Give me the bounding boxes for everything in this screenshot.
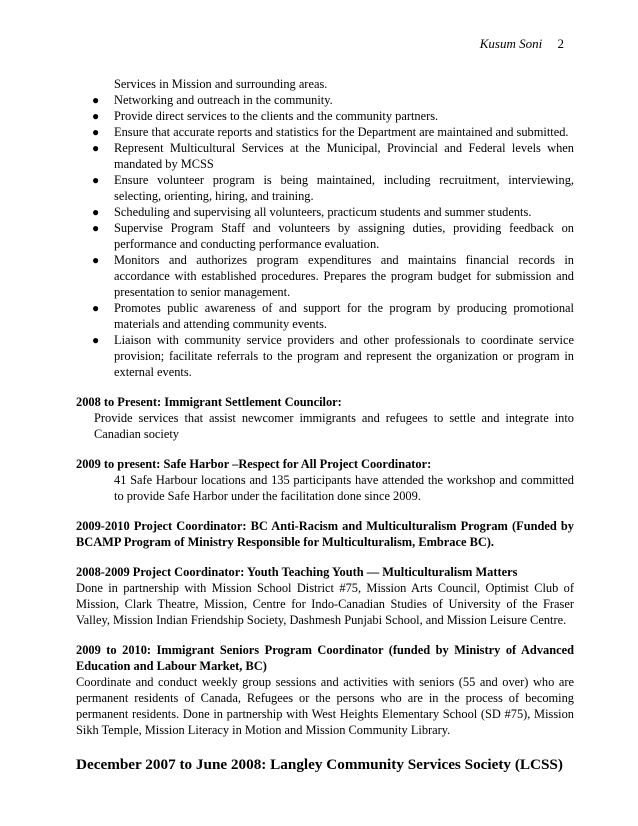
section-title: 2009-2010 Project Coordinator: BC Anti-Racism and Multiculturalism Program (Funded by BCAMP Program of Ministry Responsible for Multiculturalism, Embrace BC). <box>76 519 574 549</box>
list-item: ● Ensure that accurate reports and statistics for the Department are maintained and submitted. <box>92 125 569 139</box>
list-item: ● Promotes public awareness of and support for the program by producing promotional materials and attending community events. <box>92 301 574 331</box>
bullet-icon: ● <box>92 141 100 155</box>
section-title: 2009 to 2010: Immigrant Seniors Program Coordinator (funded by Ministry of Advanced Education and Labour Market, BC) <box>76 643 574 673</box>
continuation-line: Services in Mission and surrounding areas. <box>114 77 328 91</box>
list-item: ● Monitors and authorizes program expenditures and maintains financial records in accordance with established procedures. Prepares the program budget for submission and presentation to senior management. <box>92 253 574 299</box>
header-author: Kusum Soni <box>479 36 543 51</box>
list-item: ● Provide direct services to the clients and the community partners. <box>92 109 439 123</box>
bullet-icon: ● <box>92 173 100 187</box>
bullet-icon: ● <box>92 253 100 267</box>
section-body: 41 Safe Harbour locations and 135 participants have attended the workshop and committed to provide Safe Harbor under the facilitation done since 2009. <box>114 473 574 503</box>
duties-list <box>76 92 574 380</box>
bullet-icon: ● <box>92 301 100 315</box>
section-title: 2008-2009 Project Coordinator: Youth Teaching Youth — Multiculturalism Matters <box>76 565 518 579</box>
employer-heading: December 2007 to June 2008: Langley Community Services Society (LCSS) <box>76 756 563 773</box>
bullet-icon: ● <box>92 109 100 123</box>
section-youth-teaching-youth <box>76 564 574 628</box>
bullet-icon: ● <box>92 333 100 347</box>
section-settlement-councilor <box>76 394 574 442</box>
section-bcamp <box>76 518 574 550</box>
section-safe-harbor <box>76 456 574 504</box>
page-header <box>480 36 564 52</box>
section-immigrant-seniors <box>76 642 574 738</box>
list-item: ● Networking and outreach in the community. <box>92 93 333 107</box>
page-content <box>76 76 574 774</box>
header-page-number: 2 <box>557 36 564 51</box>
bullet-icon: ● <box>92 93 100 107</box>
list-item: ● Represent Multicultural Services at the Municipal, Provincial and Federal levels when mandated by MCSS <box>92 141 574 171</box>
list-item: ● Supervise Program Staff and volunteers by assigning duties, providing feedback on performance and conducting performance evaluation. <box>92 221 574 251</box>
section-title: 2008 to Present: Immigrant Settlement Councilor: <box>76 395 342 409</box>
list-item: ● Scheduling and supervising all volunteers, practicum students and summer students. <box>92 205 532 219</box>
bullet-icon: ● <box>92 205 100 219</box>
section-body: Done in partnership with Mission School District #75, Mission Arts Council, Optimist Club of Mission, Clark Theatre, Mission, Centre for Indo-Canadian Studies of University of the Fraser Valley, Mission Indian Friendship Society, Dashmesh Punjabi School, and Mission Leisure Centre. <box>76 581 574 627</box>
list-item: ● Liaison with community service providers and other professionals to coordinate service provision; facilitate referrals to the program and represent the organization or program in external events. <box>92 333 574 379</box>
section-title: 2009 to present: Safe Harbor –Respect for All Project Coordinator: <box>76 457 432 471</box>
bullet-icon: ● <box>92 221 100 235</box>
section-body: Provide services that assist newcomer immigrants and refugees to settle and integrate into Canadian society <box>94 411 574 441</box>
list-item: ● Ensure volunteer program is being maintained, including recruitment, interviewing, selecting, orienting, hiring, and training. <box>92 173 574 203</box>
section-body: Coordinate and conduct weekly group sessions and activities with seniors (55 and over) who are permanent residents of Canada, Refugees or the persons who are in the process of becoming permanent residents. Done in partnership with West Heights Elementary School (SD #75), Mission Sikh Temple, Mission Literacy in Motion and Mission Community Library. <box>76 675 574 737</box>
bullet-icon: ● <box>92 125 100 139</box>
